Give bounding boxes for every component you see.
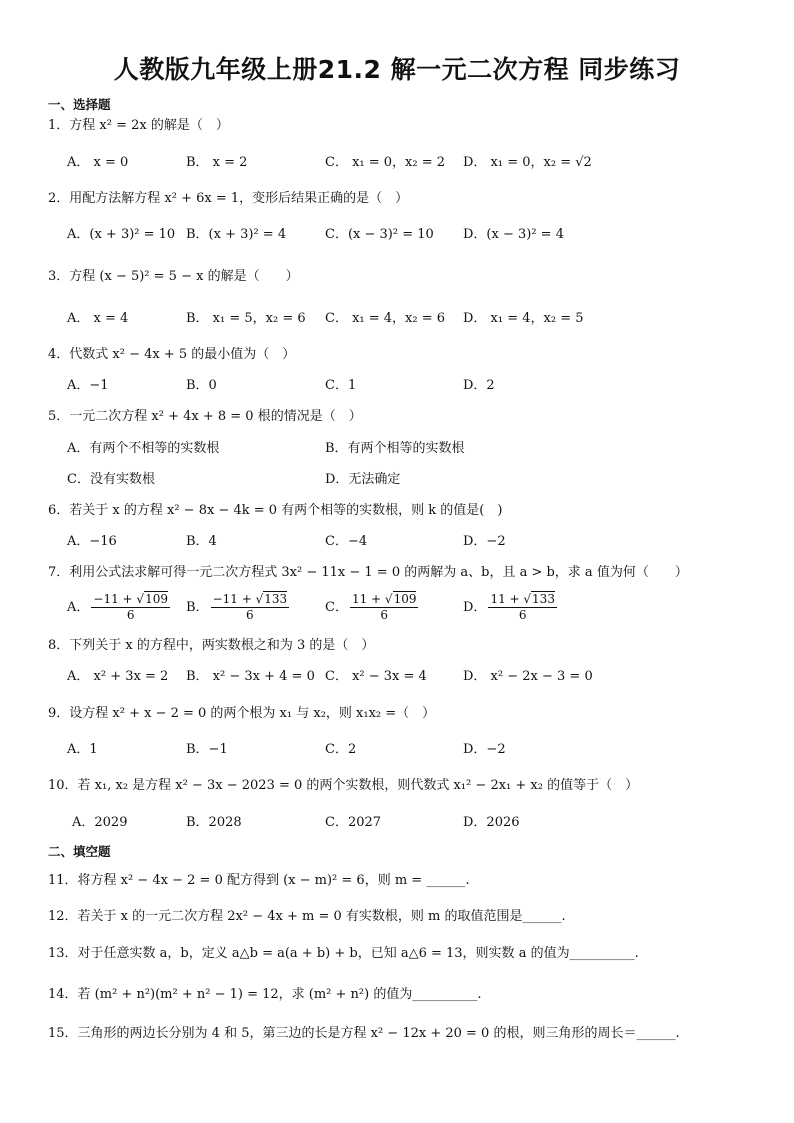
question-12: 12．若关于 x 的一元二次方程 2x² − 4x + m = 0 有实数根，则 m 的取值范围是______.	[48, 909, 566, 924]
question-7-option-a-label: A．	[67, 600, 90, 615]
question-7-option-c	[325, 592, 418, 623]
question-3-option-b: B． x₁ = 5，x₂ = 6	[186, 311, 306, 326]
question-3-stem: 3．方程 (x − 5)² = 5 − x 的解是（ ）	[48, 269, 299, 284]
question-7-option-b-radicand: 133	[264, 592, 288, 606]
question-4-stem: 4．代数式 x² − 4x + 5 的最小值为（ ）	[48, 347, 296, 362]
question-7-option-c-denominator: 6	[380, 608, 389, 622]
question-8-option-b: B． x² − 3x + 4 = 0	[186, 669, 315, 684]
question-7-option-a	[67, 592, 170, 623]
question-3-option-d: D． x₁ = 4，x₂ = 5	[463, 311, 584, 326]
question-7-option-c-radicand: 109	[393, 592, 417, 606]
question-1-option-b: B． x = 2	[186, 155, 248, 170]
question-2-option-b: B．(x + 3)² = 4	[186, 227, 287, 242]
question-2-option-a: A．(x + 3)² = 10	[67, 227, 176, 242]
question-8-stem: 8．下列关于 x 的方程中，两实数根之和为 3 的是（ ）	[48, 638, 375, 653]
question-3-option-a: A． x = 4	[67, 311, 129, 326]
question-7-option-d-label: D．	[463, 600, 487, 615]
question-2-stem: 2．用配方法解方程 x² + 6x = 1，变形后结果正确的是（ ）	[48, 191, 409, 206]
question-10-option-b: B．2028	[186, 815, 242, 830]
question-4-option-c: C．1	[325, 378, 357, 393]
question-15: 15．三角形的两边长分别为 4 和 5，第三边的长是方程 x² − 12x + 20 = 0 的根，则三角形的周长＝______.	[48, 1026, 680, 1041]
question-6-option-a: A．−16	[67, 534, 117, 549]
question-5-option-b: B．有两个相等的实数根	[325, 441, 465, 456]
question-2-option-d: D．(x − 3)² = 4	[463, 227, 564, 242]
question-14: 14．若 (m² + n²)(m² + n² − 1) = 12，求 (m² + n²) 的值为__________.	[48, 987, 482, 1002]
question-7-option-b	[186, 592, 289, 623]
question-1-option-a: A． x = 0	[67, 155, 129, 170]
question-1-stem: 1．方程 x² = 2x 的解是（ ）	[48, 118, 229, 133]
question-5-option-a: A．有两个不相等的实数根	[67, 441, 220, 456]
question-7-option-d-fraction: $\frac{11 + √133}{6}$	[490, 592, 555, 622]
question-5-option-c: C．没有实数根	[67, 472, 155, 487]
question-9-option-d: D．−2	[463, 742, 506, 757]
question-7-option-a-denominator: 6	[126, 608, 135, 622]
question-5-stem: 5．一元二次方程 x² + 4x + 8 = 0 根的情况是（ ）	[48, 409, 362, 424]
question-7-option-d-numerator: 11 +	[490, 592, 524, 606]
question-7-option-b-denominator: 6	[246, 608, 254, 622]
section-heading-choice: 一、选择题	[48, 97, 111, 112]
question-8-option-a: A． x² + 3x = 2	[67, 669, 169, 684]
question-7-option-b-label: B．	[186, 600, 209, 615]
question-8-option-d: D． x² − 2x − 3 = 0	[463, 669, 593, 684]
question-8-option-c: C． x² − 3x = 4	[325, 669, 427, 684]
question-6-option-c: C．−4	[325, 534, 368, 549]
question-9-option-a: A．1	[67, 742, 98, 757]
question-7-option-b-numerator: −11 +	[212, 592, 256, 606]
question-6-option-b: B．4	[186, 534, 217, 549]
question-7-option-c-fraction: $\frac{11 + √109}{6}$	[351, 592, 417, 622]
question-10-option-c: C．2027	[325, 815, 382, 830]
question-13: 13．对于任意实数 a，b，定义 a△b = a(a + b) + b，已知 a△6 = 13，则实数 a 的值为__________.	[48, 946, 639, 961]
question-4-option-d: D．2	[463, 378, 495, 393]
question-3-option-c: C． x₁ = 4，x₂ = 6	[325, 311, 446, 326]
question-5-option-d: D．无法确定	[325, 472, 401, 487]
question-7-option-a-fraction: $\frac{-11 + √109}{6}$	[93, 592, 168, 622]
question-7-option-b-fraction: $\frac{-11 + √133}{6}$	[212, 592, 288, 622]
question-9-option-b: B．−1	[186, 742, 228, 757]
question-7-option-d	[463, 592, 557, 623]
question-6-option-d: D．−2	[463, 534, 506, 549]
question-7-option-a-radicand: 109	[145, 592, 168, 606]
question-10-option-a: A．2029	[72, 815, 128, 830]
question-7-stem: 7．利用公式法求解可得一元二次方程式 3x² − 11x − 1 = 0 的两解为 a、b，且 a > b，求 a 值为何（ ）	[48, 565, 688, 580]
question-2-option-c: C．(x − 3)² = 10	[325, 227, 434, 242]
question-7-option-a-numerator: −11 +	[93, 592, 137, 606]
question-7-option-d-denominator: 6	[518, 608, 527, 622]
question-10-stem: 10．若 x₁, x₂ 是方程 x² − 3x − 2023 = 0 的两个实数根，则代数式 x₁² − 2x₁ + x₂ 的值等于（ ）	[48, 778, 639, 793]
page-title: 人教版九年级上册21.2 解一元二次方程 同步练习	[113, 55, 681, 84]
question-4-option-a: A．−1	[67, 378, 109, 393]
question-7-option-d-radicand: 133	[532, 592, 555, 606]
question-9-stem: 9．设方程 x² + x − 2 = 0 的两个根为 x₁ 与 x₂，则 x₁x₂ =（ ）	[48, 706, 436, 721]
question-7-option-c-numerator: 11 +	[351, 592, 385, 606]
question-4-option-b: B．0	[186, 378, 217, 393]
section-heading-fill: 二、填空题	[48, 844, 111, 859]
question-9-option-c: C．2	[325, 742, 357, 757]
question-11: 11．将方程 x² − 4x − 2 = 0 配方得到 (x − m)² = 6，则 m = ______.	[48, 873, 470, 888]
question-1-option-c: C． x₁ = 0，x₂ = 2	[325, 155, 446, 170]
question-6-stem: 6．若关于 x 的方程 x² − 8x − 4k = 0 有两个相等的实数根，则 k 的值是( )	[48, 503, 503, 518]
question-10-option-d: D．2026	[463, 815, 520, 830]
question-7-option-c-label: C．	[325, 600, 348, 615]
question-1-option-d: D． x₁ = 0，x₂ = √2	[463, 155, 592, 170]
